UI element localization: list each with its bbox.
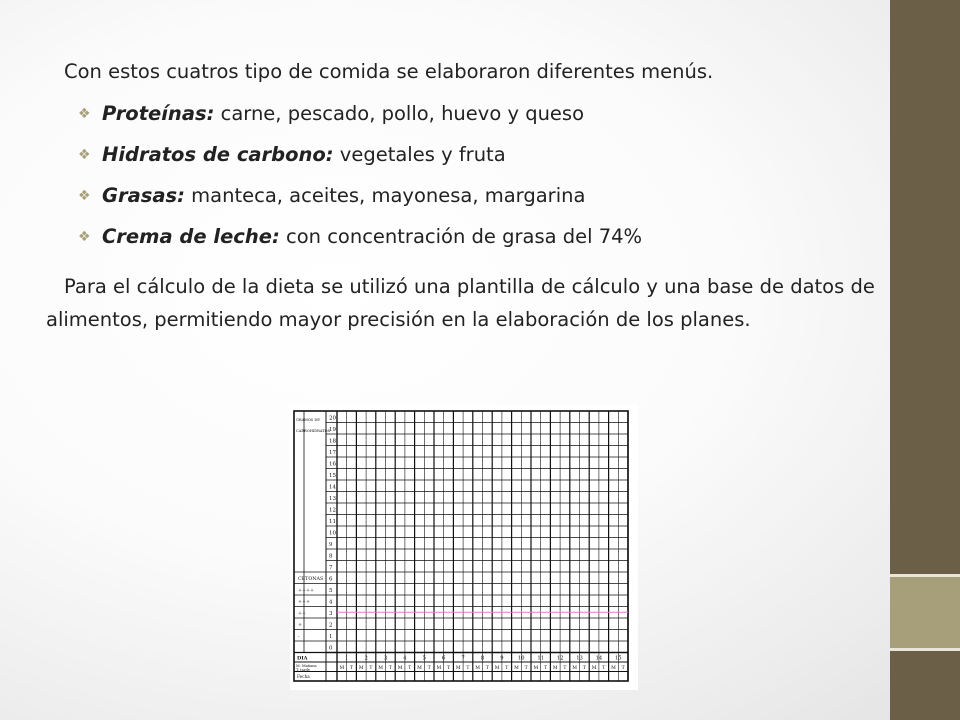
day-number-label: 4 [403, 655, 407, 662]
ketone-label: +++ [298, 600, 311, 605]
intro-text: Con estos cuatros tipo de comida se elaboraron diferentes menús. [64, 60, 714, 83]
y-axis-label: 16 [329, 461, 336, 468]
list-item [78, 182, 642, 223]
row-label: M. Mañana [296, 664, 317, 668]
shift-letter-label: T [621, 666, 625, 671]
shift-letter-label: M [514, 666, 519, 671]
day-number-label: 7 [461, 655, 465, 662]
day-number-label: 9 [500, 655, 504, 662]
diamond-bullet-icon: ❖ [78, 229, 91, 245]
y-axis-label: 10 [329, 530, 336, 537]
food-group-term: Hidratos de carbono: [102, 143, 334, 166]
food-group-term: Grasas: [102, 184, 185, 207]
y-axis-label: 11 [329, 519, 336, 525]
shift-letter-label: T [369, 666, 373, 671]
food-group-examples: vegetales y fruta [339, 143, 506, 166]
shift-letter-label: M [397, 666, 403, 671]
food-group-list [78, 100, 642, 264]
day-number-label: 2 [364, 655, 368, 662]
food-group-examples: con concentración de grasa del 74% [285, 225, 643, 248]
shift-letter-label: M [455, 666, 461, 671]
y-axis-label: 20 [329, 415, 336, 422]
list-item [78, 100, 642, 141]
shift-letter-label: M [378, 666, 384, 671]
list-item [78, 141, 642, 182]
y-axis-label: 7 [329, 565, 333, 571]
carbohydrate-label: CARBOHIDRATOS [296, 429, 331, 433]
day-header-label: DIA [297, 655, 308, 662]
y-axis-label: 1 [329, 634, 333, 640]
shift-letter-label: M [591, 666, 597, 671]
shift-letter-label: M [494, 666, 500, 671]
day-number-label: 14 [595, 655, 603, 662]
shift-letter-label: M [436, 666, 442, 671]
food-group-examples: manteca, aceites, mayonesa, margarina [191, 184, 586, 207]
food-group-examples: carne, pescado, pollo, huevo y queso [220, 102, 585, 125]
methodology-paragraph: Para el cálculo de la dieta se utilizó una plantilla de cálculo y una base de datos de alimentos, permitiendo mayor precisión en la elaboración de los planes. [46, 275, 875, 331]
y-axis-label: 19 [329, 427, 336, 433]
y-axis-label: 17 [329, 450, 336, 456]
shift-letter-label: T [602, 666, 606, 671]
diet-calculation-grid [290, 405, 638, 690]
y-axis-label: 3 [329, 611, 333, 617]
y-axis-label: 2 [329, 622, 333, 629]
y-axis-label: 13 [329, 496, 336, 502]
diet-calculation-sheet [290, 405, 638, 690]
y-axis-label: 6 [329, 576, 333, 583]
shift-letter-label: M [552, 666, 558, 671]
shift-letter-label: T [563, 666, 567, 671]
shift-letter-label: T [388, 666, 392, 671]
day-number-label: 12 [556, 655, 564, 662]
day-number-label: 10 [517, 655, 525, 662]
day-number-label: 13 [576, 655, 583, 662]
day-number-label: 5 [422, 655, 426, 662]
diamond-bullet-icon: ❖ [78, 188, 91, 204]
day-number-label: 1 [345, 655, 349, 662]
shift-letter-label: T [582, 666, 586, 671]
y-axis-label: 9 [329, 542, 333, 548]
shift-letter-label: M [475, 666, 481, 671]
shift-letter-label: T [447, 666, 451, 671]
ketone-label: CETONAS [298, 577, 324, 582]
y-axis-label: 12 [329, 507, 336, 514]
y-axis-label: 15 [329, 473, 336, 479]
food-group-term: Proteínas: [102, 102, 215, 125]
day-number-label: 6 [442, 655, 446, 662]
day-number-label: 15 [614, 655, 622, 662]
diamond-bullet-icon: ❖ [78, 106, 91, 122]
shift-letter-label: M [572, 666, 578, 671]
shift-letter-label: T [544, 666, 548, 671]
shift-letter-label: M [358, 666, 364, 671]
food-group-term: Crema de leche: [102, 225, 280, 248]
decorative-side-line [890, 648, 960, 651]
decorative-side-line [890, 574, 960, 577]
ketone-label: ++ [298, 611, 307, 617]
y-axis-label: 8 [329, 553, 333, 560]
shift-letter-label: T [485, 666, 489, 671]
y-axis-label: 0 [329, 645, 333, 652]
shift-letter-label: M [533, 666, 539, 671]
shift-letter-label: T [466, 666, 470, 671]
shift-letter-label: T [408, 666, 412, 671]
shift-letter-label: T [427, 666, 431, 671]
ketone-label: + [298, 623, 303, 628]
carbohydrate-label: GRAMOS DE [296, 418, 320, 422]
y-axis-label: 14 [329, 484, 336, 491]
shift-letter-label: M [339, 666, 345, 671]
shift-letter-label: M [417, 666, 422, 671]
sheet-border [294, 411, 628, 681]
diamond-bullet-icon: ❖ [78, 147, 91, 163]
shift-letter-label: T [524, 666, 528, 671]
ketone-label: - [298, 634, 300, 640]
y-axis-label: 18 [329, 438, 336, 445]
decorative-side-accent [890, 577, 960, 649]
day-number-label: 11 [537, 655, 545, 662]
ketone-label: ++++ [298, 588, 315, 594]
shift-letter-label: T [505, 666, 509, 671]
shift-letter-label: T [350, 666, 354, 671]
y-axis-label: 5 [329, 588, 333, 594]
day-number-label: 3 [383, 655, 388, 662]
shift-letter-label: M [611, 666, 616, 671]
row-label: T. tarde [296, 668, 310, 672]
y-axis-label: 4 [329, 599, 333, 606]
list-item [78, 223, 642, 264]
day-number-label: 8 [480, 655, 485, 662]
row-label: Fecha [297, 674, 310, 679]
